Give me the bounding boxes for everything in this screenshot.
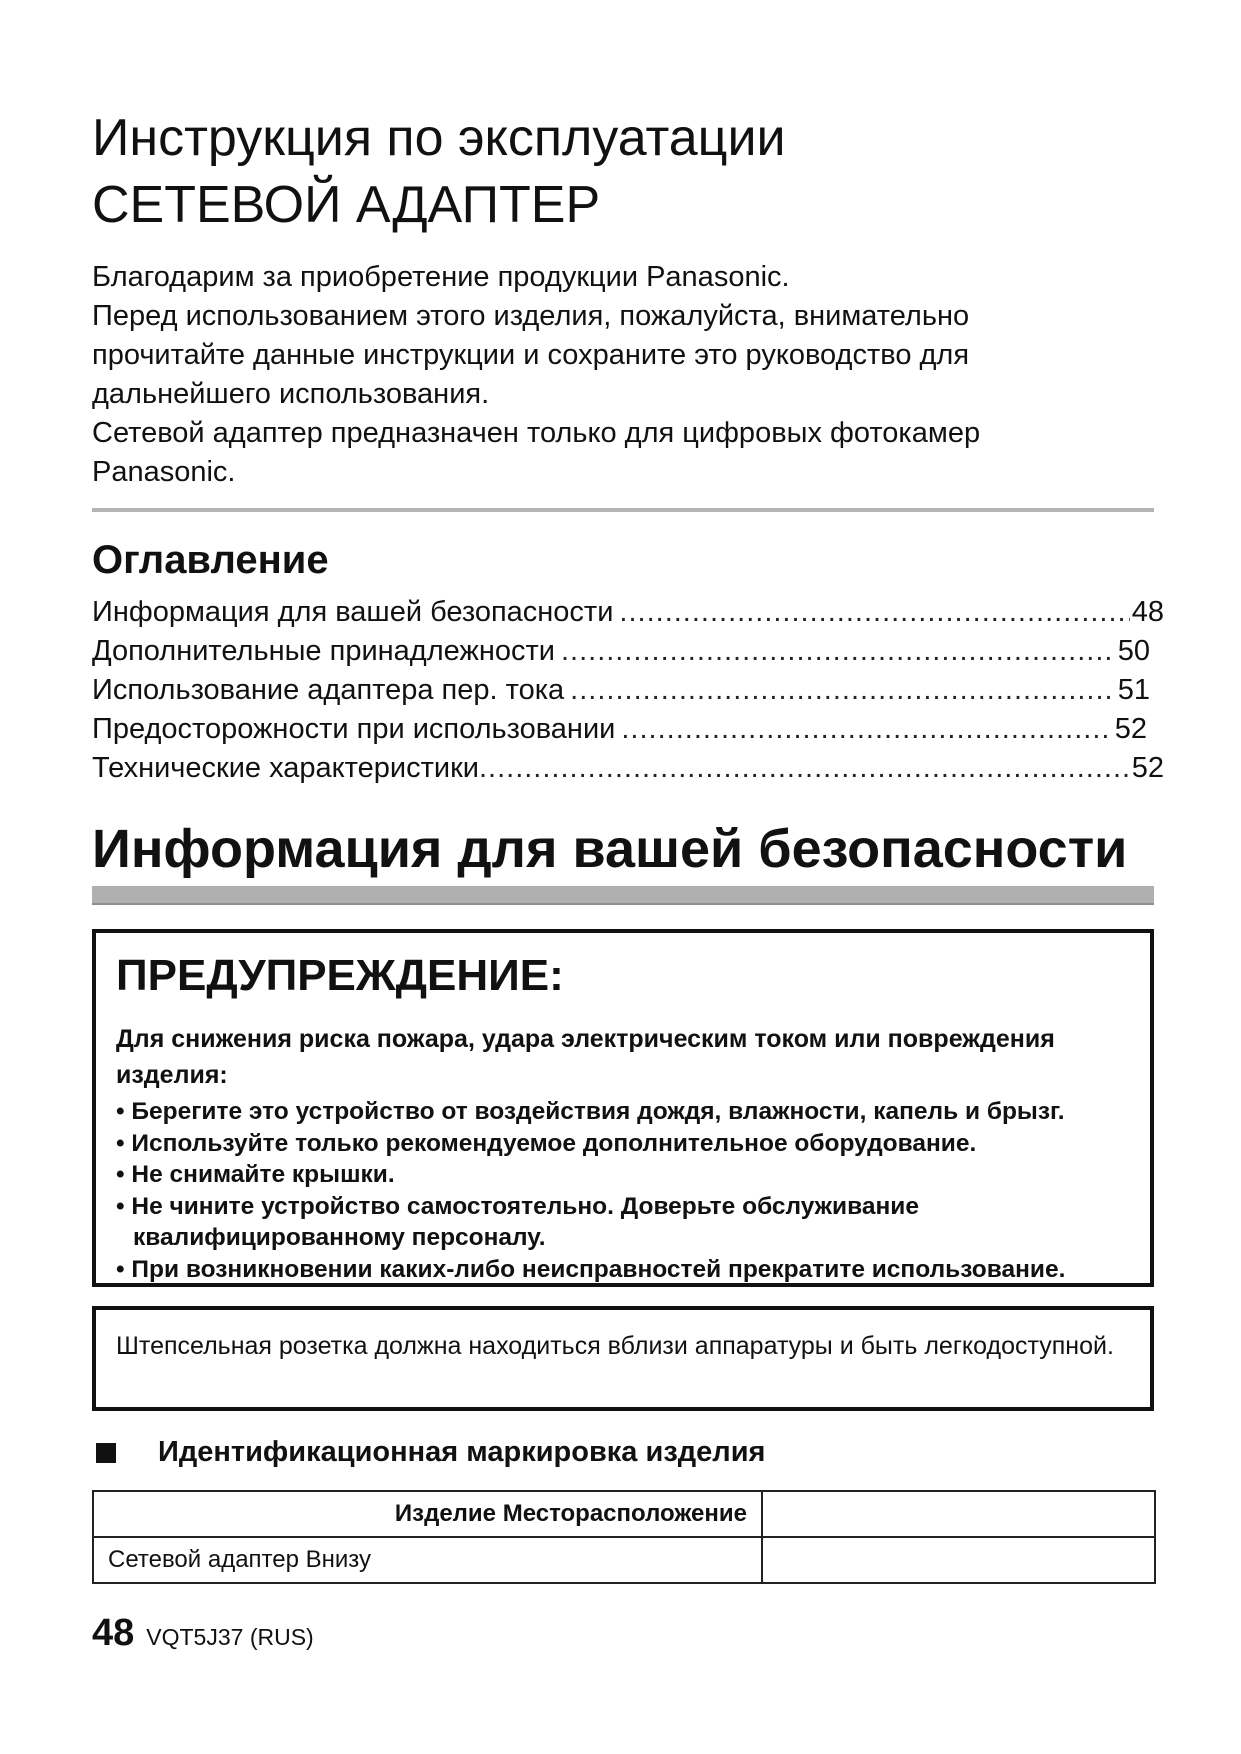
table-cell <box>762 1537 1155 1583</box>
warning-item: • Не снимайте крышки. <box>116 1159 1136 1191</box>
toc-entry-page: 52 <box>1114 713 1147 745</box>
table-header-row <box>93 1491 1155 1537</box>
toc-leader-dots <box>619 596 1129 629</box>
toc-entry[interactable] <box>92 635 1150 674</box>
warning-box <box>92 929 1154 1287</box>
toc-leader-dots <box>570 674 1116 707</box>
socket-note-box <box>92 1306 1154 1411</box>
product-name: СЕТЕВОЙ АДАПТЕР <box>92 176 601 234</box>
intro-text <box>92 258 1092 492</box>
warning-item: • Не чините устройство самостоятельно. Доверьте обслуживание квалифицированному персоналу. <box>116 1191 1136 1254</box>
toc-entry[interactable] <box>92 713 1147 752</box>
toc-entry-page: 52 <box>1131 752 1164 784</box>
toc-entry-label: Использование адаптера пер. тока <box>92 674 565 706</box>
marking-heading-text: Идентификационная маркировка изделия <box>158 1436 766 1468</box>
toc-leader-dots <box>621 713 1112 746</box>
table-of-contents <box>92 596 1164 791</box>
intro-paragraph: Благодарим за приобретение продукции Panasonic. <box>92 261 790 293</box>
warning-list <box>116 1096 1136 1285</box>
toc-entry[interactable] <box>92 596 1164 635</box>
table-header-cell <box>762 1491 1155 1537</box>
warning-item: • Берегите это устройство от воздействия дождя, влажности, капель и брызг. <box>116 1096 1136 1128</box>
toc-entry-label: Дополнительные принадлежности <box>92 635 555 667</box>
marking-table <box>92 1490 1156 1584</box>
toc-leader-dots <box>561 635 1116 668</box>
toc-entry-page: 48 <box>1131 596 1164 628</box>
warning-lead: Для снижения риска пожара, удара электрическим током или повреждения изделия: <box>116 1025 1055 1089</box>
page-footer <box>92 1612 314 1655</box>
warning-item: • Используйте только рекомендуемое дополнительное оборудование. <box>116 1128 1136 1160</box>
page-number: 48 <box>92 1612 135 1654</box>
toc-entry-label: Предосторожности при использовании <box>92 713 616 745</box>
section-divider <box>92 508 1154 512</box>
section-divider <box>92 886 1154 905</box>
toc-entry-page: 50 <box>1117 635 1150 667</box>
warning-title: ПРЕДУПРЕЖДЕНИЕ: <box>116 951 564 1000</box>
intro-paragraph: Перед использованием этого изделия, пожалуйста, внимательно прочитайте данные инструкции и сохраните это руководство для дальнейшего использования. <box>92 300 970 410</box>
intro-paragraph: Сетевой адаптер предназначен только для цифровых фотокамер Panasonic. <box>92 417 981 488</box>
warning-item: • При возникновении каких-либо неисправностей прекратите использование. <box>116 1254 1136 1286</box>
toc-entry[interactable] <box>92 674 1150 713</box>
table-cell: Сетевой адаптер Внизу <box>93 1537 762 1583</box>
document-code: VQT5J37 (RUS) <box>146 1624 314 1650</box>
socket-note: Штепсельная розетка должна находиться вблизи аппаратуры и быть легкодоступной. <box>116 1332 1114 1360</box>
toc-entry-label: Информация для вашей безопасности <box>92 596 614 628</box>
toc-heading: Оглавление <box>92 538 329 582</box>
table-header-cell: Изделие Месторасположение <box>93 1491 762 1537</box>
toc-entry-label: Технические характеристики <box>92 752 479 784</box>
document-title: Инструкция по эксплуатации <box>92 109 786 167</box>
safety-heading: Информация для вашей безопасности <box>92 819 1128 879</box>
marking-heading <box>92 1436 765 1469</box>
table-row <box>93 1537 1155 1583</box>
toc-entry[interactable] <box>92 752 1164 791</box>
toc-entry-page: 51 <box>1117 674 1150 706</box>
toc-leader-dots <box>479 752 1130 785</box>
black-square-icon <box>96 1443 116 1463</box>
